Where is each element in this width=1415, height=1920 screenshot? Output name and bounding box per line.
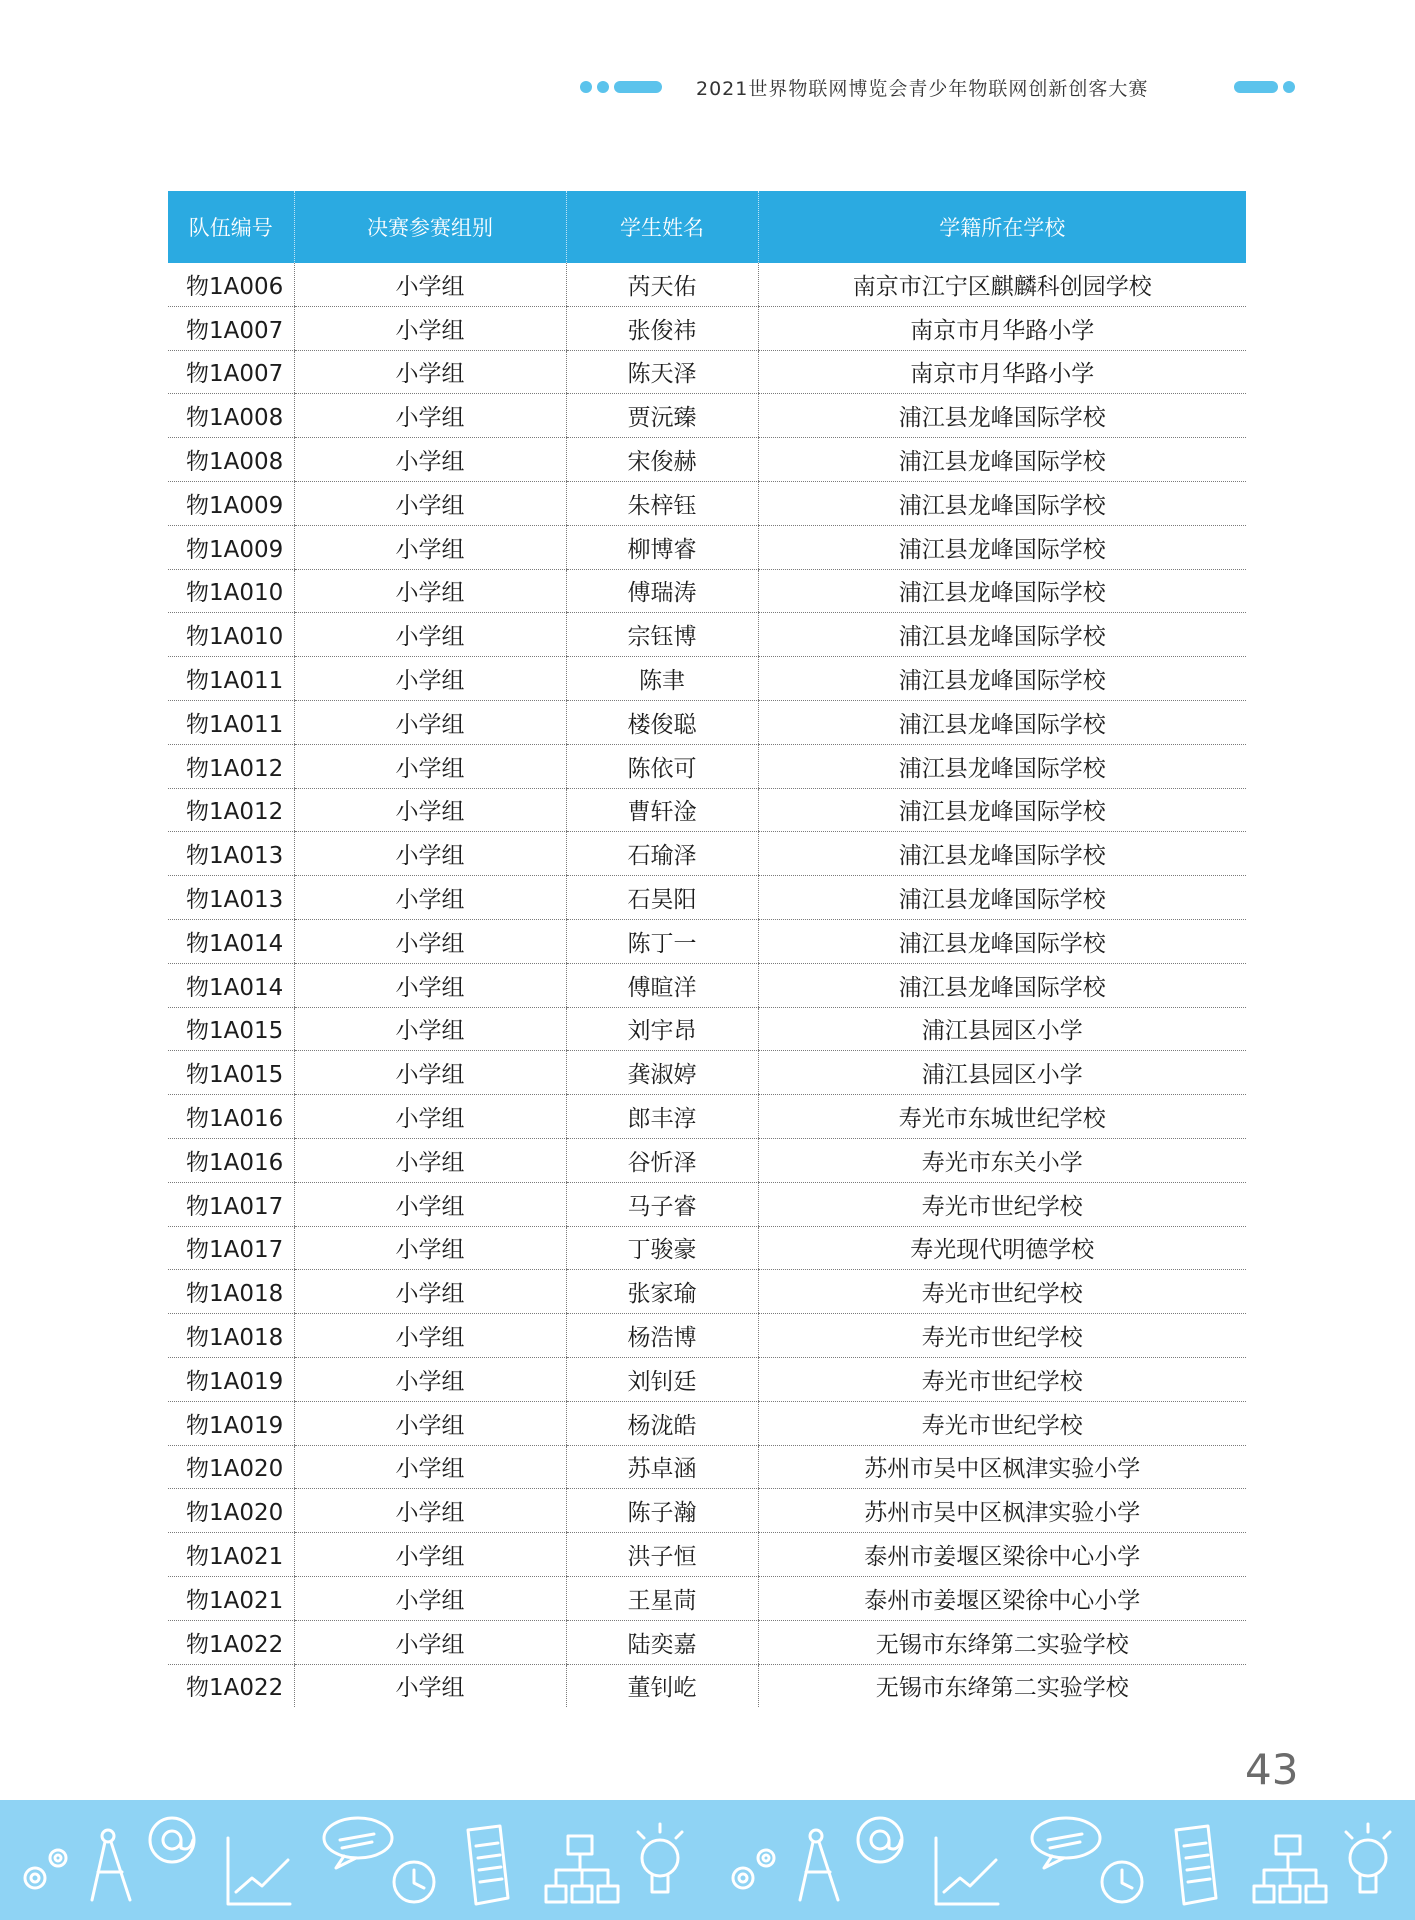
cell-team-id: 物1A006	[168, 263, 294, 306]
at-sign-icon	[858, 1818, 902, 1862]
cell-school: 浦江县龙峰国际学校	[758, 876, 1246, 920]
cell-student-name: 陆奕嘉	[566, 1620, 758, 1664]
cell-school: 浦江县龙峰国际学校	[758, 481, 1246, 525]
header-dot-3	[1283, 81, 1295, 93]
document-icon	[1176, 1826, 1216, 1904]
speech-bubble-icon	[324, 1818, 392, 1868]
gears-icon	[733, 1850, 774, 1888]
cell-group: 小学组	[294, 876, 566, 920]
cell-team-id: 物1A019	[168, 1357, 294, 1401]
cell-school: 寿光市世纪学校	[758, 1314, 1246, 1358]
cell-school: 浦江县龙峰国际学校	[758, 657, 1246, 701]
cell-group: 小学组	[294, 700, 566, 744]
table-row	[168, 700, 1246, 744]
cell-student-name: 刘钊廷	[566, 1357, 758, 1401]
cell-student-name: 陈子瀚	[566, 1489, 758, 1533]
cell-student-name: 苏卓涵	[566, 1445, 758, 1489]
cell-student-name: 陈天泽	[566, 350, 758, 394]
cell-group: 小学组	[294, 919, 566, 963]
cell-group: 小学组	[294, 1445, 566, 1489]
cell-group: 小学组	[294, 394, 566, 438]
at-sign-icon	[150, 1818, 194, 1862]
cell-group: 小学组	[294, 1138, 566, 1182]
cell-student-name: 傅瑞涛	[566, 569, 758, 613]
table-row	[168, 1664, 1246, 1707]
cell-student-name: 楼俊聪	[566, 700, 758, 744]
cell-team-id: 物1A013	[168, 832, 294, 876]
cell-student-name: 杨泷皓	[566, 1401, 758, 1445]
cell-student-name: 芮天佑	[566, 263, 758, 306]
compass-icon	[800, 1830, 838, 1900]
cell-group: 小学组	[294, 744, 566, 788]
table-row	[168, 1445, 1246, 1489]
cell-group: 小学组	[294, 788, 566, 832]
cell-team-id: 物1A012	[168, 788, 294, 832]
cell-team-id: 物1A017	[168, 1182, 294, 1226]
cell-school: 苏州市吴中区枫津实验小学	[758, 1445, 1246, 1489]
cell-team-id: 物1A022	[186, 1675, 284, 1702]
cell-school: 无锡市东绛第二实验学校	[758, 1620, 1246, 1664]
line-chart-icon	[936, 1838, 998, 1904]
table-row	[168, 1401, 1246, 1445]
cell-school: 无锡市东绛第二实验学校	[758, 1664, 1246, 1707]
cell-school: 浦江县龙峰国际学校	[758, 438, 1246, 482]
footer-decoration	[0, 1800, 1415, 1920]
cell-team-id: 物1A010	[168, 569, 294, 613]
page-number: 43	[1245, 1745, 1299, 1794]
cell-team-id: 物1A011	[168, 700, 294, 744]
table-row	[168, 1489, 1246, 1533]
cell-school: 南京市月华路小学	[758, 306, 1246, 350]
cell-group: 小学组	[294, 1314, 566, 1358]
cell-student-name: 石瑜泽	[566, 832, 758, 876]
cell-team-id: 物1A018	[168, 1270, 294, 1314]
cell-school: 浦江县龙峰国际学校	[758, 700, 1246, 744]
page-header	[580, 70, 1300, 104]
cell-school: 泰州市姜堰区梁徐中心小学	[758, 1533, 1246, 1577]
cell-team-id: 物1A014	[168, 919, 294, 963]
cell-group: 小学组	[294, 438, 566, 482]
cell-team-id: 物1A015	[168, 1051, 294, 1095]
cell-student-name: 董钊屹	[566, 1664, 758, 1707]
cell-school: 浦江县龙峰国际学校	[758, 525, 1246, 569]
cell-school: 寿光市世纪学校	[758, 1357, 1246, 1401]
cell-group: 小学组	[294, 1401, 566, 1445]
table-row	[168, 1620, 1246, 1664]
clock-icon	[1102, 1862, 1142, 1902]
cell-group: 小学组	[294, 263, 566, 306]
cell-school: 寿光市世纪学校	[758, 1401, 1246, 1445]
cell-group: 小学组	[294, 1620, 566, 1664]
cell-student-name: 杨浩博	[566, 1314, 758, 1358]
cell-team-id: 物1A007	[168, 350, 294, 394]
cell-team-id: 物1A010	[168, 613, 294, 657]
cell-group: 小学组	[294, 1182, 566, 1226]
header-pill-left	[614, 81, 662, 93]
cell-team-id: 物1A009	[168, 525, 294, 569]
cell-student-name: 陈丁一	[566, 919, 758, 963]
cell-school: 寿光市东关小学	[758, 1138, 1246, 1182]
clock-icon	[394, 1862, 434, 1902]
cell-student-name: 张家瑜	[566, 1270, 758, 1314]
cell-team-id: 物1A013	[168, 876, 294, 920]
cell-group: 小学组	[294, 481, 566, 525]
table-row	[168, 1007, 1246, 1051]
table-row	[168, 1533, 1246, 1577]
cell-school: 浦江县龙峰国际学校	[758, 832, 1246, 876]
cell-school: 南京市江宁区麒麟科创园学校	[758, 263, 1246, 306]
table-row	[168, 1182, 1246, 1226]
cell-group: 小学组	[294, 1095, 566, 1139]
cell-student-name: 马子睿	[566, 1182, 758, 1226]
header-dot-2	[597, 81, 609, 93]
cell-school: 浦江县龙峰国际学校	[758, 569, 1246, 613]
cell-group: 小学组	[294, 1051, 566, 1095]
table-row	[168, 1095, 1246, 1139]
cell-team-id: 物1A022	[168, 1620, 294, 1664]
table-header-row	[168, 191, 1246, 263]
header-title: 2021世界物联网博览会青少年物联网创新创客大赛	[696, 78, 1149, 100]
cell-student-name: 宗钰博	[566, 613, 758, 657]
cell-team-id: 物1A008	[168, 438, 294, 482]
cell-group: 小学组	[294, 525, 566, 569]
column-header-student-name: 学生姓名	[566, 191, 758, 263]
document-icon	[468, 1826, 508, 1904]
table-row	[168, 1314, 1246, 1358]
cell-school: 浦江县园区小学	[758, 1007, 1246, 1051]
table-row	[168, 1576, 1246, 1620]
table-row	[168, 788, 1246, 832]
cell-school: 浦江县龙峰国际学校	[758, 963, 1246, 1007]
cell-team-id: 物1A016	[168, 1095, 294, 1139]
cell-student-name: 陈聿	[566, 657, 758, 701]
cell-team-id: 物1A009	[168, 481, 294, 525]
cell-group: 小学组	[294, 1357, 566, 1401]
cell-student-name: 郎丰淳	[566, 1095, 758, 1139]
cell-school: 寿光市世纪学校	[758, 1270, 1246, 1314]
cell-student-name: 陈依可	[566, 744, 758, 788]
cell-team-id: 物1A015	[168, 1007, 294, 1051]
cell-school: 寿光市东城世纪学校	[758, 1095, 1246, 1139]
cell-group: 小学组	[294, 350, 566, 394]
table-row	[168, 744, 1246, 788]
cell-group: 小学组	[294, 657, 566, 701]
cell-student-name: 王星茼	[566, 1576, 758, 1620]
cell-school: 浦江县龙峰国际学校	[758, 788, 1246, 832]
table-row	[168, 1357, 1246, 1401]
header-dot-1	[580, 81, 592, 93]
cell-school: 苏州市吴中区枫津实验小学	[758, 1489, 1246, 1533]
table-row	[168, 657, 1246, 701]
table-row	[168, 394, 1246, 438]
column-header-school: 学籍所在学校	[758, 191, 1246, 263]
cell-student-name: 张俊祎	[566, 306, 758, 350]
table-row	[168, 569, 1246, 613]
table-row	[168, 350, 1246, 394]
cell-student-name: 傅暄洋	[566, 963, 758, 1007]
cell-student-name: 朱梓钰	[566, 481, 758, 525]
cell-student-name: 贾沅臻	[566, 394, 758, 438]
column-header-team-id: 队伍编号	[168, 191, 294, 263]
cell-team-id: 物1A007	[168, 306, 294, 350]
cell-team-id: 物1A008	[168, 394, 294, 438]
table-row	[168, 1226, 1246, 1270]
table-row	[168, 1138, 1246, 1182]
cell-school: 浦江县龙峰国际学校	[758, 919, 1246, 963]
gears-icon	[25, 1850, 66, 1888]
roster-table	[168, 191, 1246, 1707]
table-row	[168, 832, 1246, 876]
cell-student-name: 宋俊赫	[566, 438, 758, 482]
table-row	[168, 613, 1246, 657]
table-row	[168, 263, 1246, 306]
cell-group: 小学组	[294, 613, 566, 657]
cell-group: 小学组	[294, 306, 566, 350]
cell-team-id: 物1A011	[168, 657, 294, 701]
cell-group: 小学组	[294, 1007, 566, 1051]
header-pill-right	[1234, 81, 1278, 93]
cell-student-name: 龚淑婷	[566, 1051, 758, 1095]
cell-team-id: 物1A019	[168, 1401, 294, 1445]
cell-student-name: 石昊阳	[566, 876, 758, 920]
cell-student-name: 洪子恒	[566, 1533, 758, 1577]
lightbulb-icon	[638, 1824, 682, 1892]
cell-team-id: 物1A016	[168, 1138, 294, 1182]
table-row	[168, 963, 1246, 1007]
speech-bubble-icon	[1032, 1818, 1100, 1868]
flowchart-icon	[1254, 1836, 1326, 1902]
cell-group: 小学组	[294, 1664, 566, 1707]
lightbulb-icon	[1346, 1824, 1390, 1892]
table-row	[168, 1051, 1246, 1095]
cell-group: 小学组	[294, 963, 566, 1007]
column-header-group: 决赛参赛组别	[294, 191, 566, 263]
cell-team-id: 物1A021	[168, 1576, 294, 1620]
cell-team-id: 物1A014	[168, 963, 294, 1007]
cell-school: 浦江县园区小学	[758, 1051, 1246, 1095]
cell-group: 小学组	[294, 1270, 566, 1314]
cell-student-name: 谷忻泽	[566, 1138, 758, 1182]
cell-group: 小学组	[294, 1533, 566, 1577]
cell-group: 小学组	[294, 1226, 566, 1270]
table-row	[168, 306, 1246, 350]
table-row	[168, 919, 1246, 963]
cell-group: 小学组	[294, 569, 566, 613]
cell-team-id: 物1A021	[168, 1533, 294, 1577]
cell-student-name: 柳博睿	[566, 525, 758, 569]
cell-school: 浦江县龙峰国际学校	[758, 744, 1246, 788]
cell-student-name: 曹轩淦	[566, 788, 758, 832]
table-row	[168, 876, 1246, 920]
flowchart-icon	[546, 1836, 618, 1902]
cell-student-name: 丁骏豪	[566, 1226, 758, 1270]
table-row	[168, 525, 1246, 569]
cell-school: 浦江县龙峰国际学校	[758, 394, 1246, 438]
compass-icon	[92, 1830, 130, 1900]
cell-team-id: 物1A018	[168, 1314, 294, 1358]
cell-team-id: 物1A012	[168, 744, 294, 788]
table-row	[168, 481, 1246, 525]
cell-school: 南京市月华路小学	[758, 350, 1246, 394]
cell-group: 小学组	[294, 1576, 566, 1620]
footer-band	[0, 1800, 1415, 1920]
cell-school: 泰州市姜堰区梁徐中心小学	[758, 1576, 1246, 1620]
cell-group: 小学组	[294, 1489, 566, 1533]
line-chart-icon	[228, 1838, 290, 1904]
cell-team-id: 物1A020	[168, 1445, 294, 1489]
table-body	[168, 263, 1246, 1707]
table-row	[168, 1270, 1246, 1314]
cell-team-id: 物1A017	[168, 1226, 294, 1270]
cell-school: 寿光现代明德学校	[758, 1226, 1246, 1270]
cell-group: 小学组	[294, 832, 566, 876]
cell-school: 寿光市世纪学校	[758, 1182, 1246, 1226]
cell-student-name: 刘宇昂	[566, 1007, 758, 1051]
table-row	[168, 438, 1246, 482]
cell-school: 浦江县龙峰国际学校	[758, 613, 1246, 657]
cell-team-id: 物1A020	[168, 1489, 294, 1533]
